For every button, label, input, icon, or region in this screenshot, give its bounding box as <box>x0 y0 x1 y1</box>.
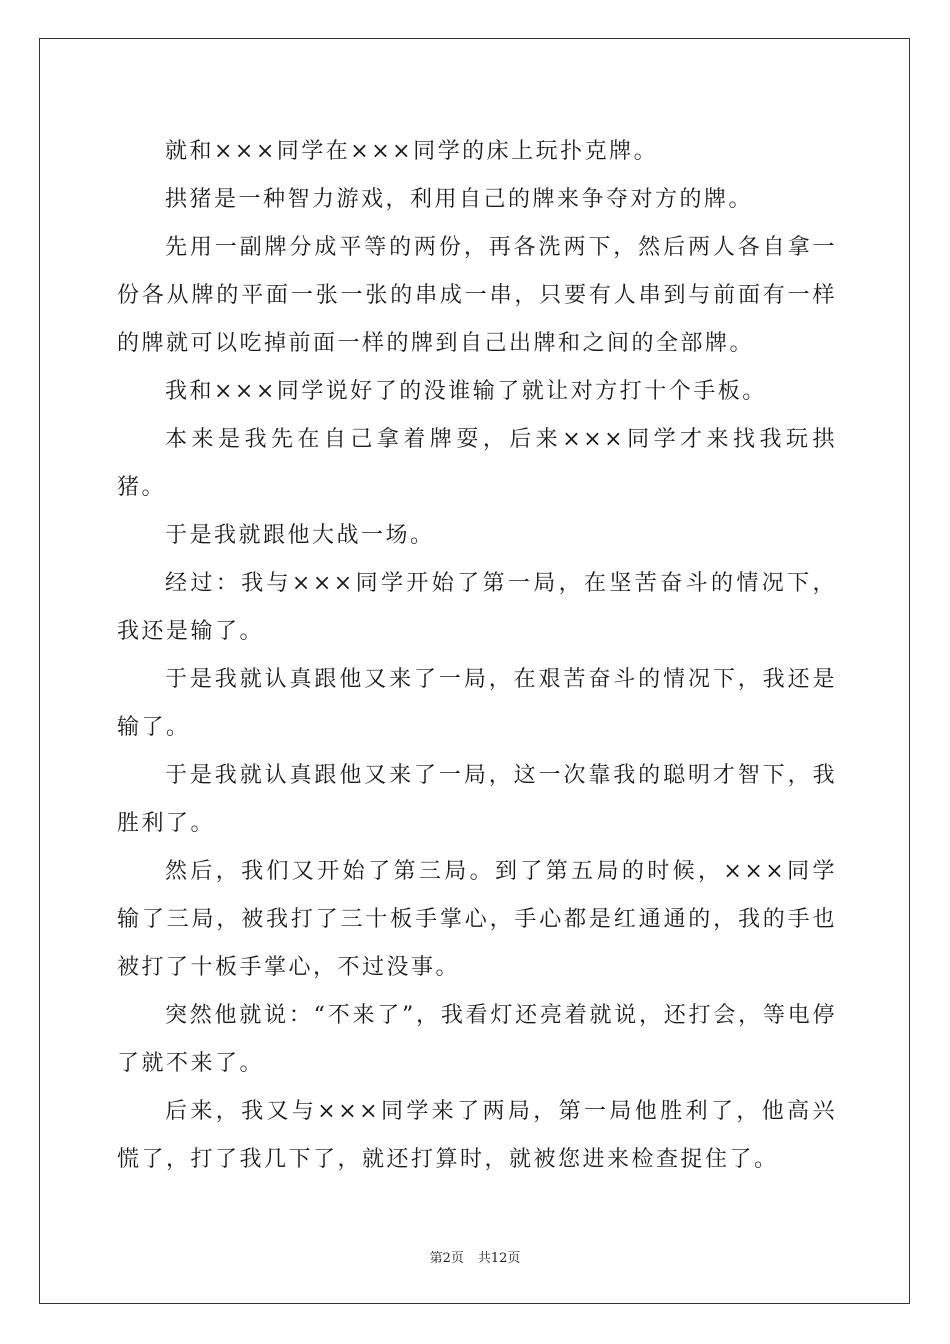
paragraph: 本来是我先在自己拿着牌耍，后来×××同学才来找我玩拱猪。 <box>117 427 837 500</box>
page-footer <box>0 1247 950 1266</box>
paragraph: 突然他就说：“不来了”，我看灯还亮着就说，还打会，等电停了就不来了。 <box>117 1003 837 1076</box>
paragraph: 经过：我与×××同学开始了第一局，在坚苦奋斗的情况下，我还是输了。 <box>117 571 837 644</box>
paragraph: 拱猪是一种智力游戏，利用自己的牌来争夺对方的牌。 <box>165 187 754 212</box>
page-number: 第2页 <box>429 1251 464 1266</box>
paragraph: 于是我就认真跟他又来了一局，在艰苦奋斗的情况下，我还是输了。 <box>117 667 837 740</box>
paragraph: 然后，我们又开始了第三局。到了第五局的时候，×××同学输了三局，被我打了三十板手掌心，手心都是红通通的，我的手也被打了十板手掌心，不过没事。 <box>117 859 837 980</box>
paragraph: 于是我就认真跟他又来了一局，这一次靠我的聪明才智下，我胜利了。 <box>117 763 837 836</box>
paragraph: 后来，我又与×××同学来了两局，第一局他胜利了，他高兴慌了，打了我几下了，就还打算时，就被您进来检查捉住了。 <box>117 1099 837 1172</box>
document-body <box>117 128 837 1184</box>
paragraph: 我和×××同学说好了的没谁输了就让对方打十个手板。 <box>165 379 767 404</box>
paragraph: 于是我就跟他大战一场。 <box>165 523 435 548</box>
paragraph: 就和×××同学在×××同学的床上玩扑克牌。 <box>165 139 659 164</box>
paragraph: 先用一副牌分成平等的两份，再各洗两下，然后两人各自拿一份各从牌的平面一张一张的串成一串，只要有人串到与前面有一样的牌就可以吃掉前面一样的牌到自己出牌和之间的全部牌。 <box>117 235 837 356</box>
page-total: 共12页 <box>477 1251 521 1266</box>
